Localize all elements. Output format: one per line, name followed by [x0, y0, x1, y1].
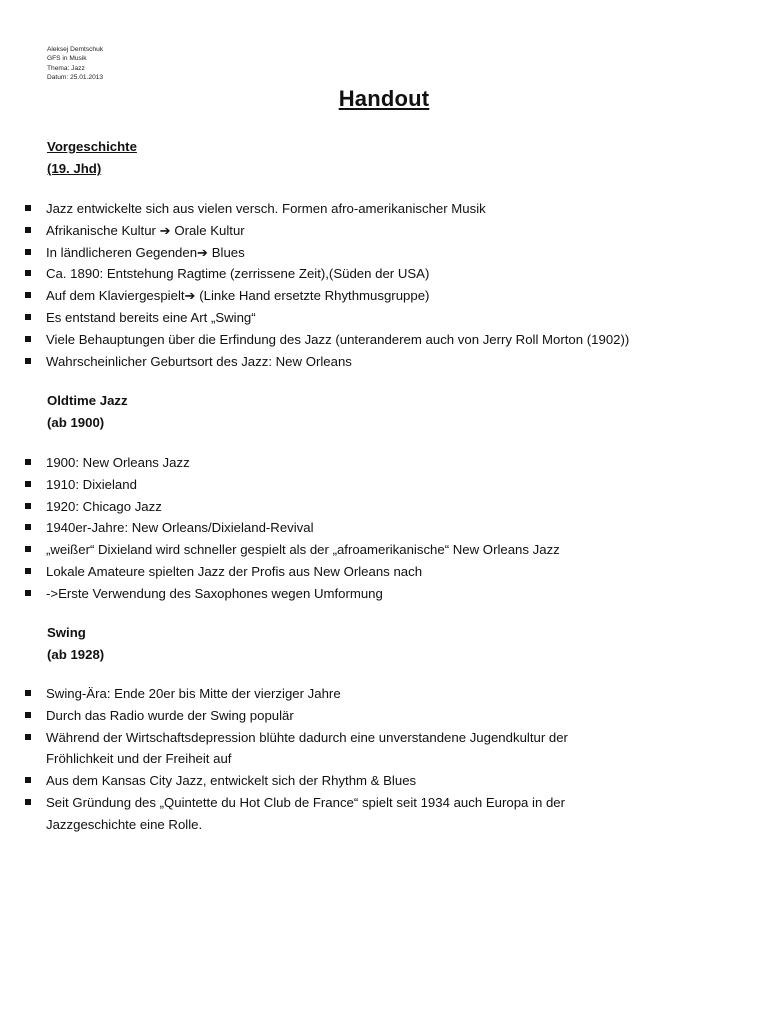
list-item: Lokale Amateure spielten Jazz der Profis aus New Orleans nach	[25, 561, 705, 583]
list-item: „weißer“ Dixieland wird schneller gespielt als der „afroamerikanische“ New Orleans Jazz	[25, 539, 705, 561]
list-item: Aus dem Kansas City Jazz, entwickelt sich der Rhythm & Blues	[25, 770, 625, 792]
page-title: Handout	[338, 86, 430, 111]
section-heading: Swing	[47, 625, 86, 640]
bullet-list-vorgeschichte	[25, 198, 705, 372]
list-item: Seit Gründung des „Quintette du Hot Club de France“ spielt seit 1934 auch Europa in der Jazzgeschichte eine Rolle.	[25, 792, 625, 836]
section-period: (ab 1900)	[47, 415, 105, 430]
list-item: 1920: Chicago Jazz	[25, 496, 705, 518]
list-item: In ländlicheren Gegenden➔ Blues	[25, 242, 705, 264]
list-item: 1900: New Orleans Jazz	[25, 452, 705, 474]
document-meta	[47, 45, 103, 82]
list-item: Auf dem Klaviergespielt➔ (Linke Hand ersetzte Rhythmusgruppe)	[25, 285, 705, 307]
list-item: 1940er-Jahre: New Orleans/Dixieland-Revival	[25, 517, 705, 539]
bullet-list-oldtime-jazz	[25, 452, 705, 605]
section-period: (19. Jhd)	[47, 161, 102, 176]
list-item: Durch das Radio wurde der Swing populär	[25, 705, 625, 727]
bullet-list-swing	[25, 683, 625, 836]
list-item: Es entstand bereits eine Art „Swing“	[25, 307, 705, 329]
section-heading: Vorgeschichte	[47, 139, 137, 154]
list-item: 1910: Dixieland	[25, 474, 705, 496]
meta-course: GFS in Musik	[47, 55, 87, 63]
section-heading: Oldtime Jazz	[47, 393, 128, 408]
list-item: Viele Behauptungen über die Erfindung des Jazz (unteranderem auch von Jerry Roll Morton (1902))	[25, 329, 705, 351]
list-item: ->Erste Verwendung des Saxophones wegen Umformung	[25, 583, 705, 605]
section-vorgeschichte	[47, 136, 137, 180]
list-item: Wahrscheinlicher Geburtsort des Jazz: New Orleans	[25, 351, 705, 373]
section-swing	[47, 622, 104, 666]
meta-author: Aleksej Demtschuk	[47, 46, 104, 53]
meta-theme: Thema: Jazz	[47, 64, 85, 72]
section-oldtime-jazz	[47, 390, 128, 434]
section-period: (ab 1928)	[47, 647, 105, 662]
list-item: Ca. 1890: Entstehung Ragtime (zerrissene Zeit),(Süden der USA)	[25, 263, 705, 285]
meta-date: Datum: 25.01.2013	[47, 73, 104, 81]
list-item: Jazz entwickelte sich aus vielen versch. Formen afro-amerikanischer Musik	[25, 198, 705, 220]
list-item: Afrikanische Kultur ➔ Orale Kultur	[25, 220, 705, 242]
list-item: Während der Wirtschaftsdepression blühte dadurch eine unverstandene Jugendkultur der Fröhlichkeit und der Freiheit auf	[25, 727, 625, 771]
list-item: Swing-Ära: Ende 20er bis Mitte der vierziger Jahre	[25, 683, 625, 705]
